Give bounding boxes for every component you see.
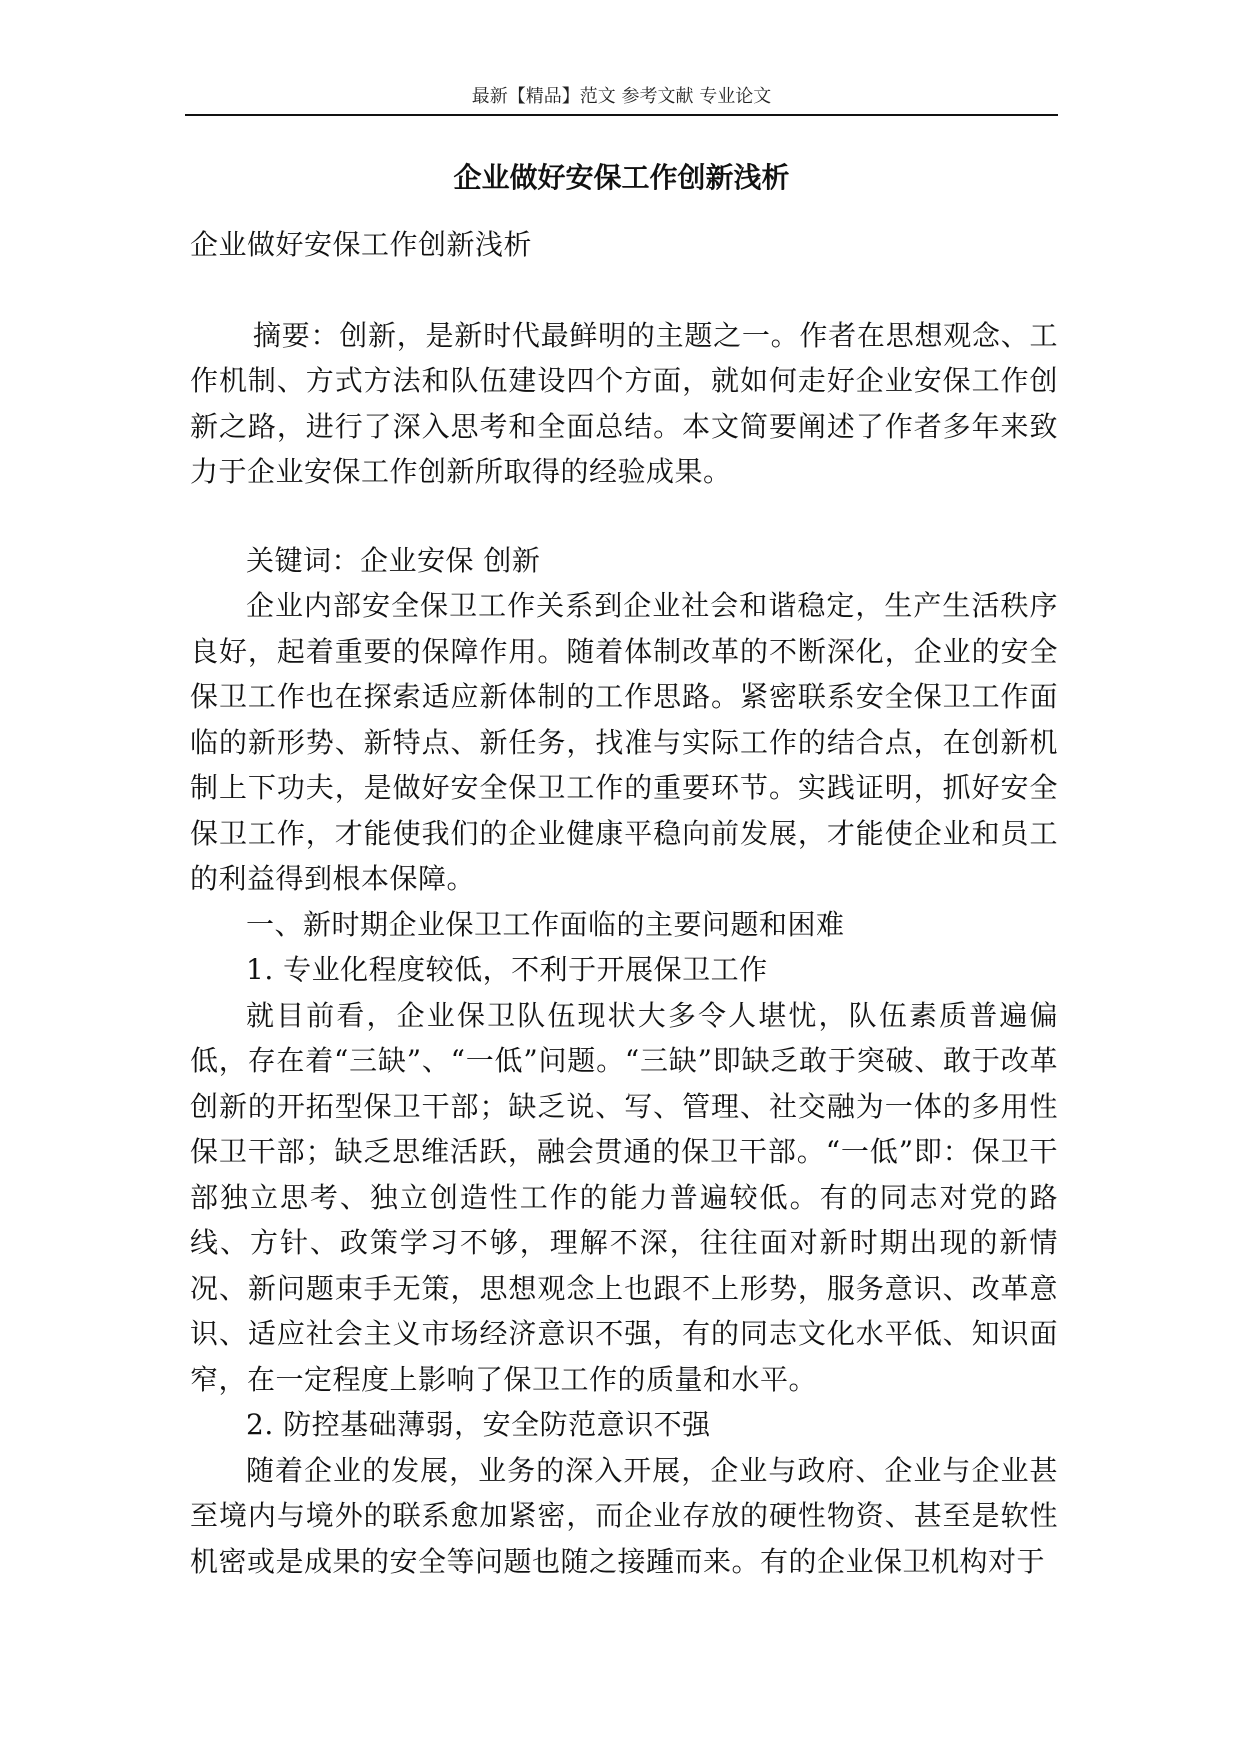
keywords-line: 关键词：企业安保 创新 <box>246 543 541 577</box>
subsection-heading-1: 1. 专业化程度较低，不利于开展保卫工作 <box>246 953 768 986</box>
subsection-paragraph-2: 随着企业的发展，业务的深入开展，企业与政府、企业与企业甚至境内与境外的联系愈加紧密，而企业存放的硬性物资、甚至是软性机密或是成果的安全等问题也随之接踵而来。有的企业保卫机构对于 <box>190 1453 1058 1578</box>
subsection-paragraph-1: 就目前看，企业保卫队伍现状大多令人堪忧，队伍素质普遍偏低，存在着“三缺”、“一低”问题。“三缺”即缺乏敢于突破、敢于改革创新的开拓型保卫干部；缺乏说、写、管理、社交融为一体的多用性保卫干部；缺乏思维活跃，融会贯通的保卫干部。“一低”即：保卫干部独立思考、独立创造性工作的能力普遍较低。有的同志对党的路线、方针、政策学习不够，理解不深，往往面对新时期出现的新情况、新问题束手无策，思想观念上也跟不上形势，服务意识、改革意识、适应社会主义市场经济意识不强，有的同志文化水平低、知识面窄，在一定程度上影响了保卫工作的质量和水平。 <box>190 998 1058 1396</box>
section-heading: 一、新时期企业保卫工作面临的主要问题和困难 <box>246 907 845 941</box>
document-title: 企业做好安保工作创新浅析 <box>453 161 790 194</box>
subtitle: 企业做好安保工作创新浅析 <box>190 228 533 261</box>
header-divider <box>185 114 1058 116</box>
document-body <box>190 222 1058 1584</box>
intro-paragraph: 企业内部安全保卫工作关系到企业社会和谐稳定，生产生活秩序良好，起着重要的保障作用。随着体制改革的不断深化，企业的安全保卫工作也在探索适应新体制的工作思路。紧密联系安全保卫工作面临的新形势、新特点、新任务，找准与实际工作的结合点，在创新机制上下功夫，是做好安全保卫工作的重要环节。实践证明，抓好安全保卫工作，才能使我们的企业健康平稳向前发展，才能使企业和员工的利益得到根本保障。 <box>190 589 1058 895</box>
page-header: 最新【精品】范文 参考文献 专业论文 <box>471 86 772 107</box>
subsection-heading-2: 2. 防控基础薄弱，安全防范意识不强 <box>246 1408 711 1441</box>
abstract-paragraph: 摘要：创新，是新时代最鲜明的主题之一。作者在思想观念、工作机制、方式方法和队伍建设四个方面，就如何走好企业安保工作创新之路，进行了深入思考和全面总结。本文简要阐述了作者多年来致力于企业安保工作创新所取得的经验成果。 <box>190 318 1058 488</box>
